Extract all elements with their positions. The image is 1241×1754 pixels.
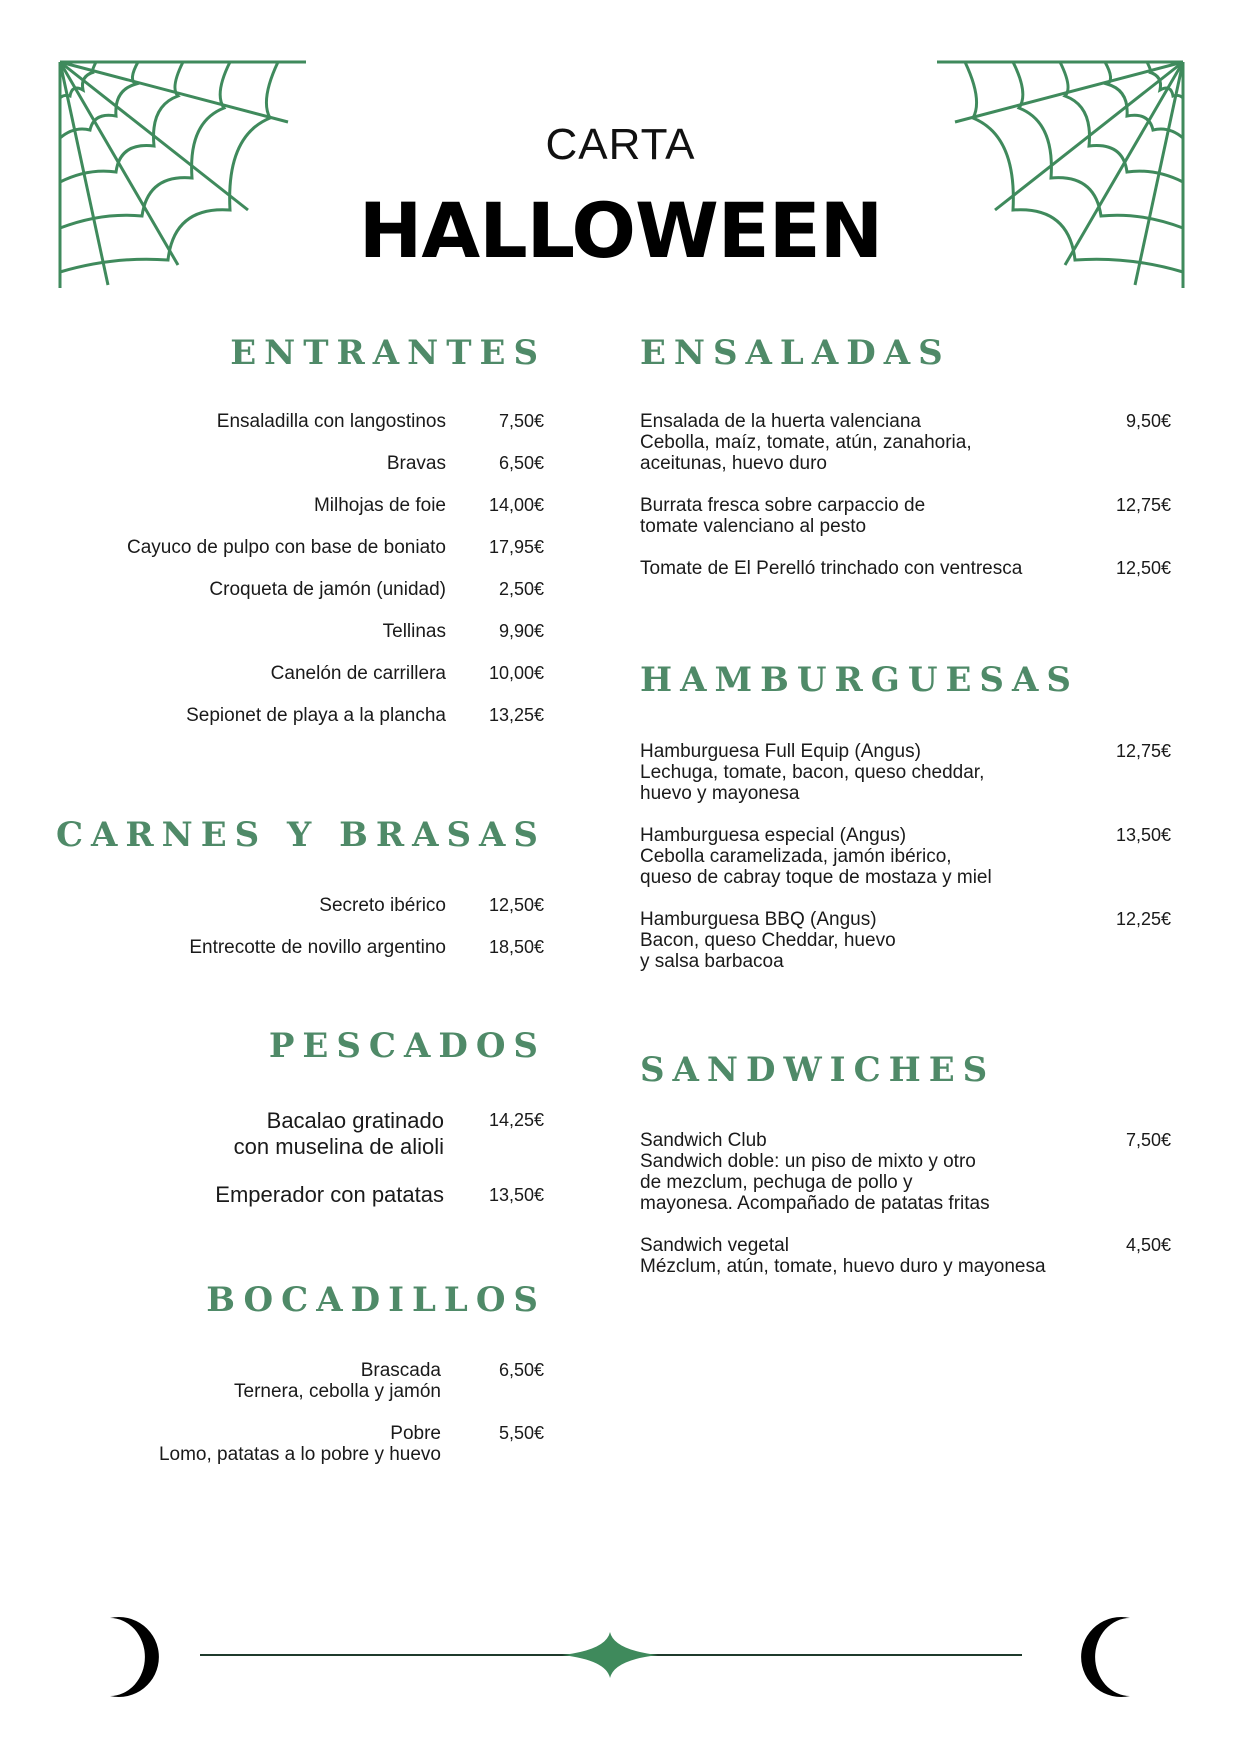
menu-item-title: Burrata fresca sobre carpaccio de: [640, 495, 926, 516]
menu-item-name: Entrecotte de novillo argentino: [189, 937, 446, 958]
menu-item-price: 12,50€: [488, 895, 544, 915]
menu-item-description: huevo y mayonesa: [640, 783, 800, 804]
menu-item-price: 13,50€: [1115, 825, 1171, 845]
menu-item-name: Sepionet de playa a la plancha: [186, 705, 446, 726]
menu-item-name: Milhojas de foie: [313, 495, 446, 516]
menu-item-name: [640, 495, 925, 537]
menu-item-price: 7,50€: [1125, 1130, 1171, 1150]
section-title-entrantes: ENTRANTES: [230, 333, 546, 373]
menu-item-title: Sandwich Club: [640, 1130, 767, 1151]
section-title-pescados: PESCADOS: [268, 1026, 546, 1066]
menu-item-name: [640, 909, 896, 972]
menu-item-price: 12,75€: [1115, 495, 1171, 515]
menu-item-title: Brascada: [360, 1360, 441, 1381]
star-ornament-icon: [560, 1630, 660, 1680]
crescent-moon-icon: [92, 1612, 172, 1702]
menu-item-price: 5,50€: [498, 1423, 544, 1443]
menu-item-name: Tellinas: [382, 621, 446, 642]
menu-item-name: [234, 1360, 441, 1402]
menu-item-price: 9,50€: [1125, 411, 1171, 431]
menu-item-name: Ensaladilla con langostinos: [216, 411, 446, 432]
menu-item-price: 18,50€: [488, 937, 544, 957]
menu-item-price: 17,95€: [488, 537, 544, 557]
menu-item-price: 12,50€: [1115, 558, 1171, 578]
menu-item-description: Lomo, patatas a lo pobre y huevo: [158, 1444, 441, 1465]
menu-item-price: 4,50€: [1125, 1235, 1171, 1255]
menu-item-price: 13,25€: [488, 705, 544, 725]
menu-item-title: Hamburguesa Full Equip (Angus): [640, 741, 921, 762]
menu-item-name: Canelón de carrillera: [270, 663, 446, 684]
menu-item-description: mayonesa. Acompañado de patatas fritas: [640, 1193, 990, 1214]
menu-item-name: [640, 825, 992, 888]
menu-item-price: 9,90€: [498, 621, 544, 641]
menu-item-name: [640, 1130, 990, 1214]
menu-item-name: Cayuco de pulpo con base de boniato: [126, 537, 446, 558]
menu-item-description: con muselina de alioli: [233, 1134, 444, 1159]
menu-item-price: 2,50€: [498, 579, 544, 599]
menu-item-name: Secreto ibérico: [319, 895, 446, 916]
menu-item-description: tomate valenciano al pesto: [640, 516, 867, 537]
menu-item-title: Hamburguesa BBQ (Angus): [640, 909, 877, 930]
menu-item-price: 13,50€: [488, 1185, 544, 1205]
menu-item-title: Hamburguesa especial (Angus): [640, 825, 907, 846]
menu-item-description: Lechuga, tomate, bacon, queso cheddar,: [640, 762, 985, 783]
section-title-ensaladas: ENSALADAS: [640, 333, 951, 373]
menu-item-name: [640, 741, 984, 804]
menu-item-description: Cebolla caramelizada, jamón ibérico,: [640, 846, 952, 867]
page-title: HALLOWEEN: [358, 186, 883, 275]
menu-item-name: [640, 1235, 1046, 1277]
menu-item-name: [640, 411, 972, 474]
menu-item-name: Tomate de El Perelló trinchado con ventresca: [640, 558, 1023, 579]
section-title-carnes: CARNES Y BRASAS: [55, 815, 546, 855]
menu-item-title: Bacalao gratinado: [266, 1108, 444, 1133]
menu-item-description: Sandwich doble: un piso de mixto y otro: [640, 1151, 976, 1172]
menu-item-price: 10,00€: [488, 663, 544, 683]
menu-item-name: [234, 1108, 444, 1160]
menu-item-name: Emperador con patatas: [215, 1182, 444, 1207]
menu-item-name: Croqueta de jamón (unidad): [209, 579, 446, 600]
menu-item-price: 6,50€: [498, 1360, 544, 1380]
menu-item-description: y salsa barbacoa: [640, 951, 784, 972]
menu-item-title: Ensalada de la huerta valenciana: [640, 411, 921, 432]
section-title-bocadillos: BOCADILLOS: [206, 1280, 546, 1320]
crescent-moon-icon: [1068, 1612, 1148, 1702]
menu-item-description: Mézclum, atún, tomate, huevo duro y mayonesa: [640, 1256, 1046, 1277]
menu-item-description: Cebolla, maíz, tomate, atún, zanahoria,: [640, 432, 972, 453]
menu-item-description: Ternera, cebolla y jamón: [234, 1381, 441, 1402]
menu-item-price: 14,00€: [488, 495, 544, 515]
menu-item-price: 12,75€: [1115, 741, 1171, 761]
menu-item-description: Bacon, queso Cheddar, huevo: [640, 930, 896, 951]
menu-item-description: queso de cabray toque de mostaza y miel: [640, 867, 992, 888]
section-title-hamburguesas: HAMBURGUESAS: [640, 660, 1079, 700]
menu-item-price: 12,25€: [1115, 909, 1171, 929]
menu-item-description: aceitunas, huevo duro: [640, 453, 827, 474]
menu-item-title: Pobre: [390, 1423, 441, 1444]
section-title-sandwiches: SANDWICHES: [640, 1050, 996, 1090]
menu-item-description: de mezclum, pechuga de pollo y: [640, 1172, 913, 1193]
menu-item-price: 6,50€: [498, 453, 544, 473]
menu-item-price: 7,50€: [498, 411, 544, 431]
page-subtitle: CARTA: [545, 120, 696, 169]
menu-item-price: 14,25€: [488, 1110, 544, 1130]
menu-item-name: Bravas: [386, 453, 446, 474]
menu-item-name: [159, 1423, 441, 1465]
menu-item-title: Sandwich vegetal: [640, 1235, 789, 1256]
